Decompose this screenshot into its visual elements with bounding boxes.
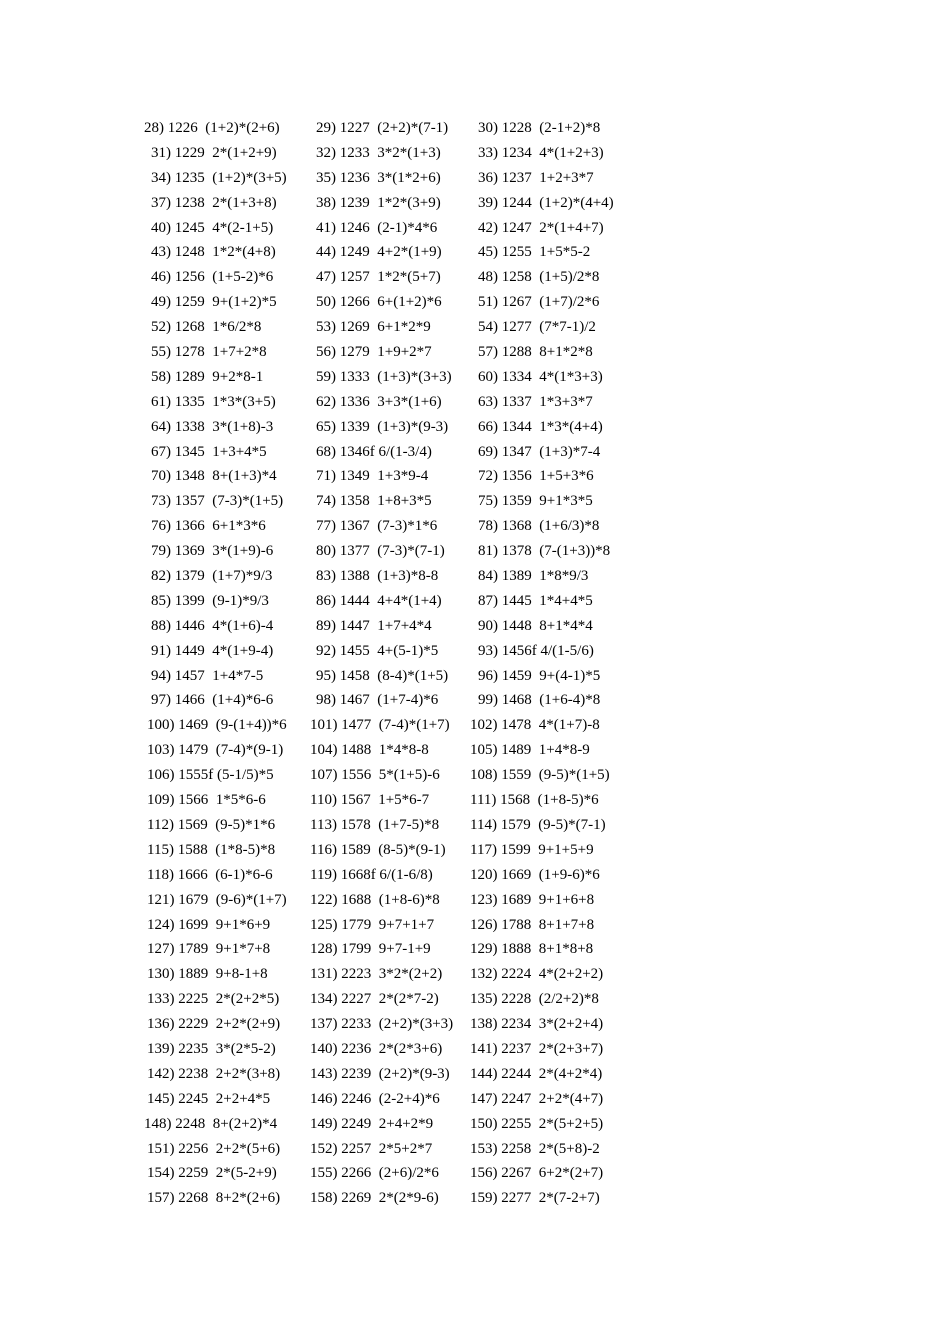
solution-entry: 128) 1799 9+7-1+9 xyxy=(310,941,431,958)
solution-entry: 119) 1668f 6/(1-6/8) xyxy=(310,866,433,883)
solution-entry: 156) 2267 6+2*(2+7) xyxy=(470,1165,604,1182)
solution-row xyxy=(0,489,950,514)
solution-entry: 121) 1679 (9-6)*(1+7) xyxy=(147,891,287,908)
solution-row xyxy=(0,888,950,913)
solution-row xyxy=(0,838,950,863)
solution-entry: 52) 1268 1*6/2*8 xyxy=(151,319,262,336)
solution-entry: 103) 1479 (7-4)*(9-1) xyxy=(147,742,284,759)
solution-entry: 46) 1256 (1+5-2)*6 xyxy=(151,269,274,286)
solution-entry: 36) 1237 1+2+3*7 xyxy=(478,169,594,186)
solution-entry: 115) 1588 (1*8-5)*8 xyxy=(147,841,276,858)
solution-entry: 136) 2229 2+2*(2+9) xyxy=(147,1016,281,1033)
solution-entry: 77) 1367 (7-3)*1*6 xyxy=(316,518,438,535)
solution-row xyxy=(0,191,950,216)
solution-entry: 86) 1444 4+4*(1+4) xyxy=(316,592,442,609)
solution-entry: 63) 1337 1*3+3*7 xyxy=(478,393,593,410)
solution-entry: 33) 1234 4*(1+2+3) xyxy=(478,144,604,161)
solution-row xyxy=(0,987,950,1012)
solution-entry: 111) 1568 (1+8-5)*6 xyxy=(470,792,599,809)
solution-entry: 48) 1258 (1+5)/2*8 xyxy=(478,269,600,286)
solution-entry: 82) 1379 (1+7)*9/3 xyxy=(151,568,273,585)
solution-row xyxy=(0,688,950,713)
solution-entry: 100) 1469 (9-(1+4))*6 xyxy=(147,717,287,734)
solution-entry: 114) 1579 (9-5)*(7-1) xyxy=(470,816,606,833)
solution-row xyxy=(0,365,950,390)
solution-entry: 132) 2224 4*(2+2+2) xyxy=(470,966,604,983)
solution-entry: 71) 1349 1+3*9-4 xyxy=(316,468,429,485)
solution-row xyxy=(0,390,950,415)
solution-entry: 93) 1456f 4/(1-5/6) xyxy=(478,642,594,659)
solution-row xyxy=(0,315,950,340)
solution-entry: 55) 1278 1+7+2*8 xyxy=(151,344,267,361)
solution-entry: 62) 1336 3+3*(1+6) xyxy=(316,393,442,410)
solution-entry: 105) 1489 1+4*8-9 xyxy=(470,742,590,759)
solution-entry: 146) 2246 (2-2+4)*6 xyxy=(310,1090,440,1107)
solution-entry: 102) 1478 4*(1+7)-8 xyxy=(470,717,600,734)
solution-entry: 68) 1346f 6/(1-3/4) xyxy=(316,443,432,460)
solution-entry: 138) 2234 3*(2+2+4) xyxy=(470,1016,604,1033)
solution-row xyxy=(0,1062,950,1087)
solution-entry: 50) 1266 6+(1+2)*6 xyxy=(316,294,442,311)
solution-entry: 157) 2268 8+2*(2+6) xyxy=(147,1190,281,1207)
solution-entry: 133) 2225 2*(2+2*5) xyxy=(147,991,280,1008)
solution-entry: 65) 1339 (1+3)*(9-3) xyxy=(316,418,449,435)
solution-entry: 120) 1669 (1+9-6)*6 xyxy=(470,866,600,883)
solution-row xyxy=(0,116,950,141)
solution-row xyxy=(0,639,950,664)
solution-row xyxy=(0,589,950,614)
solution-entry: 89) 1447 1+7+4*4 xyxy=(316,617,432,634)
solution-entry: 90) 1448 8+1*4*4 xyxy=(478,617,593,634)
solution-entry: 95) 1458 (8-4)*(1+5) xyxy=(316,667,449,684)
solution-entry: 149) 2249 2+4+2*9 xyxy=(310,1115,434,1132)
solution-row xyxy=(0,1087,950,1112)
solution-entry: 141) 2237 2*(2+3+7) xyxy=(470,1040,604,1057)
solution-entry: 125) 1779 9+7+1+7 xyxy=(310,916,435,933)
solution-entry: 126) 1788 8+1+7+8 xyxy=(470,916,595,933)
solution-entry: 110) 1567 1+5*6-7 xyxy=(310,792,430,809)
solution-entry: 153) 2258 2*(5+8)-2 xyxy=(470,1140,600,1157)
solution-entry: 152) 2257 2*5+2*7 xyxy=(310,1140,433,1157)
solution-row xyxy=(0,738,950,763)
solution-entry: 113) 1578 (1+7-5)*8 xyxy=(310,816,440,833)
solution-row xyxy=(0,713,950,738)
solution-row xyxy=(0,1137,950,1162)
solution-entry: 45) 1255 1+5*5-2 xyxy=(478,244,591,261)
solution-entry: 51) 1267 (1+7)/2*6 xyxy=(478,294,600,311)
solution-entry: 76) 1366 6+1*3*6 xyxy=(151,518,266,535)
solution-entry: 40) 1245 4*(2-1+5) xyxy=(151,219,274,236)
solution-entry: 47) 1257 1*2*(5+7) xyxy=(316,269,441,286)
solution-row xyxy=(0,813,950,838)
solution-entry: 107) 1556 5*(1+5)-6 xyxy=(310,767,440,784)
solution-entry: 140) 2236 2*(2*3+6) xyxy=(310,1040,443,1057)
solution-entry: 124) 1699 9+1*6+9 xyxy=(147,916,271,933)
solution-entry: 88) 1446 4*(1+6)-4 xyxy=(151,617,274,634)
solution-entry: 150) 2255 2*(5+2+5) xyxy=(470,1115,604,1132)
solutions-list xyxy=(0,116,950,1211)
solution-entry: 142) 2238 2+2*(3+8) xyxy=(147,1065,281,1082)
solution-entry: 32) 1233 3*2*(1+3) xyxy=(316,144,441,161)
solution-entry: 79) 1369 3*(1+9)-6 xyxy=(151,543,274,560)
solution-entry: 74) 1358 1+8+3*5 xyxy=(316,493,432,510)
solution-row xyxy=(0,962,950,987)
solution-row xyxy=(0,1186,950,1211)
solution-entry: 28) 1226 (1+2)*(2+6) xyxy=(144,120,280,136)
solution-row xyxy=(0,614,950,639)
solution-row xyxy=(0,539,950,564)
solution-entry: 53) 1269 6+1*2*9 xyxy=(316,319,431,336)
solution-entry: 73) 1357 (7-3)*(1+5) xyxy=(151,493,284,510)
solution-entry: 35) 1236 3*(1*2+6) xyxy=(316,169,441,186)
solution-entry: 67) 1345 1+3+4*5 xyxy=(151,443,267,460)
solution-entry: 117) 1599 9+1+5+9 xyxy=(470,841,594,858)
solution-entry: 97) 1466 (1+4)*6-6 xyxy=(151,692,274,709)
solution-entry: 101) 1477 (7-4)*(1+7) xyxy=(310,717,450,734)
solution-entry: 30) 1228 (2-1+2)*8 xyxy=(478,120,601,136)
solution-entry: 143) 2239 (2+2)*(9-3) xyxy=(310,1065,450,1082)
solution-row xyxy=(0,1112,950,1137)
solution-entry: 108) 1559 (9-5)*(1+5) xyxy=(470,767,610,784)
solution-entry: 155) 2266 (2+6)/2*6 xyxy=(310,1165,439,1182)
solution-entry: 127) 1789 9+1*7+8 xyxy=(147,941,271,958)
solution-entry: 31) 1229 2*(1+2+9) xyxy=(151,144,277,161)
solution-entry: 43) 1248 1*2*(4+8) xyxy=(151,244,276,261)
solution-entry: 80) 1377 (7-3)*(7-1) xyxy=(316,543,445,560)
solution-entry: 69) 1347 (1+3)*7-4 xyxy=(478,443,601,460)
solution-row xyxy=(0,216,950,241)
solution-entry: 81) 1378 (7-(1+3))*8 xyxy=(478,543,611,560)
solution-entry: 61) 1335 1*3*(3+5) xyxy=(151,393,276,410)
solution-entry: 49) 1259 9+(1+2)*5 xyxy=(151,294,277,311)
solution-entry: 91) 1449 4*(1+9-4) xyxy=(151,642,274,659)
solution-entry: 134) 2227 2*(2*7-2) xyxy=(310,991,439,1008)
solution-entry: 159) 2277 2*(7-2+7) xyxy=(470,1190,600,1207)
solution-entry: 147) 2247 2+2*(4+7) xyxy=(470,1090,604,1107)
solution-entry: 129) 1888 8+1*8+8 xyxy=(470,941,594,958)
solution-entry: 59) 1333 (1+3)*(3+3) xyxy=(316,368,452,385)
solution-entry: 54) 1277 (7*7-1)/2 xyxy=(478,319,596,336)
solution-entry: 44) 1249 4+2*(1+9) xyxy=(316,244,442,261)
solution-entry: 92) 1455 4+(5-1)*5 xyxy=(316,642,439,659)
solution-entry: 145) 2245 2+2+4*5 xyxy=(147,1090,271,1107)
solution-entry: 78) 1368 (1+6/3)*8 xyxy=(478,518,600,535)
solution-entry: 41) 1246 (2-1)*4*6 xyxy=(316,219,438,236)
solution-entry: 99) 1468 (1+6-4)*8 xyxy=(478,692,601,709)
solution-row xyxy=(0,514,950,539)
solution-entry: 58) 1289 9+2*8-1 xyxy=(151,368,264,385)
solution-entry: 109) 1566 1*5*6-6 xyxy=(147,792,266,809)
solution-row xyxy=(0,1161,950,1186)
solution-entry: 39) 1244 (1+2)*(4+4) xyxy=(478,194,614,211)
solution-entry: 37) 1238 2*(1+3+8) xyxy=(151,194,277,211)
solution-row xyxy=(0,464,950,489)
solution-entry: 34) 1235 (1+2)*(3+5) xyxy=(151,169,287,186)
solution-entry: 135) 2228 (2/2+2)*8 xyxy=(470,991,599,1008)
solution-entry: 148) 2248 8+(2+2)*4 xyxy=(144,1115,278,1132)
solution-entry: 131) 2223 3*2*(2+2) xyxy=(310,966,443,983)
solution-row xyxy=(0,265,950,290)
solution-entry: 38) 1239 1*2*(3+9) xyxy=(316,194,441,211)
solution-entry: 57) 1288 8+1*2*8 xyxy=(478,344,593,361)
solution-entry: 42) 1247 2*(1+4+7) xyxy=(478,219,604,236)
solution-row xyxy=(0,340,950,365)
solution-entry: 75) 1359 9+1*3*5 xyxy=(478,493,593,510)
solution-row xyxy=(0,564,950,589)
solution-entry: 106) 1555f (5-1/5)*5 xyxy=(147,767,274,784)
solution-entry: 84) 1389 1*8*9/3 xyxy=(478,568,589,585)
solution-entry: 118) 1666 (6-1)*6-6 xyxy=(147,866,273,883)
solution-row xyxy=(0,440,950,465)
solution-entry: 144) 2244 2*(4+2*4) xyxy=(470,1065,603,1082)
solution-entry: 158) 2269 2*(2*9-6) xyxy=(310,1190,439,1207)
solution-entry: 64) 1338 3*(1+8)-3 xyxy=(151,418,274,435)
solution-entry: 112) 1569 (9-5)*1*6 xyxy=(147,816,276,833)
solution-row xyxy=(0,290,950,315)
solution-entry: 70) 1348 8+(1+3)*4 xyxy=(151,468,277,485)
solution-row xyxy=(0,1037,950,1062)
solution-entry: 137) 2233 (2+2)*(3+3) xyxy=(310,1016,454,1033)
solution-entry: 29) 1227 (2+2)*(7-1) xyxy=(316,120,449,136)
solution-row xyxy=(0,788,950,813)
solution-row xyxy=(0,240,950,265)
solution-row xyxy=(0,937,950,962)
solution-entry: 139) 2235 3*(2*5-2) xyxy=(147,1040,276,1057)
solution-row xyxy=(0,415,950,440)
solution-entry: 104) 1488 1*4*8-8 xyxy=(310,742,429,759)
solution-row xyxy=(0,863,950,888)
solution-row xyxy=(0,141,950,166)
solution-row xyxy=(0,166,950,191)
solution-entry: 96) 1459 9+(4-1)*5 xyxy=(478,667,601,684)
solution-entry: 94) 1457 1+4*7-5 xyxy=(151,667,264,684)
solution-row xyxy=(0,664,950,689)
solution-entry: 98) 1467 (1+7-4)*6 xyxy=(316,692,439,709)
solution-entry: 123) 1689 9+1+6+8 xyxy=(470,891,595,908)
solution-entry: 154) 2259 2*(5-2+9) xyxy=(147,1165,277,1182)
solution-entry: 122) 1688 (1+8-6)*8 xyxy=(310,891,440,908)
solution-entry: 116) 1589 (8-5)*(9-1) xyxy=(310,841,446,858)
solution-entry: 85) 1399 (9-1)*9/3 xyxy=(151,592,269,609)
solution-row xyxy=(0,763,950,788)
solution-entry: 130) 1889 9+8-1+8 xyxy=(147,966,268,983)
solution-entry: 72) 1356 1+5+3*6 xyxy=(478,468,594,485)
solution-entry: 151) 2256 2+2*(5+6) xyxy=(147,1140,281,1157)
solution-row xyxy=(0,913,950,938)
solution-entry: 87) 1445 1*4+4*5 xyxy=(478,592,593,609)
solution-entry: 83) 1388 (1+3)*8-8 xyxy=(316,568,439,585)
solution-entry: 60) 1334 4*(1*3+3) xyxy=(478,368,603,385)
solution-entry: 66) 1344 1*3*(4+4) xyxy=(478,418,603,435)
solution-entry: 56) 1279 1+9+2*7 xyxy=(316,344,432,361)
solution-row xyxy=(0,1012,950,1037)
